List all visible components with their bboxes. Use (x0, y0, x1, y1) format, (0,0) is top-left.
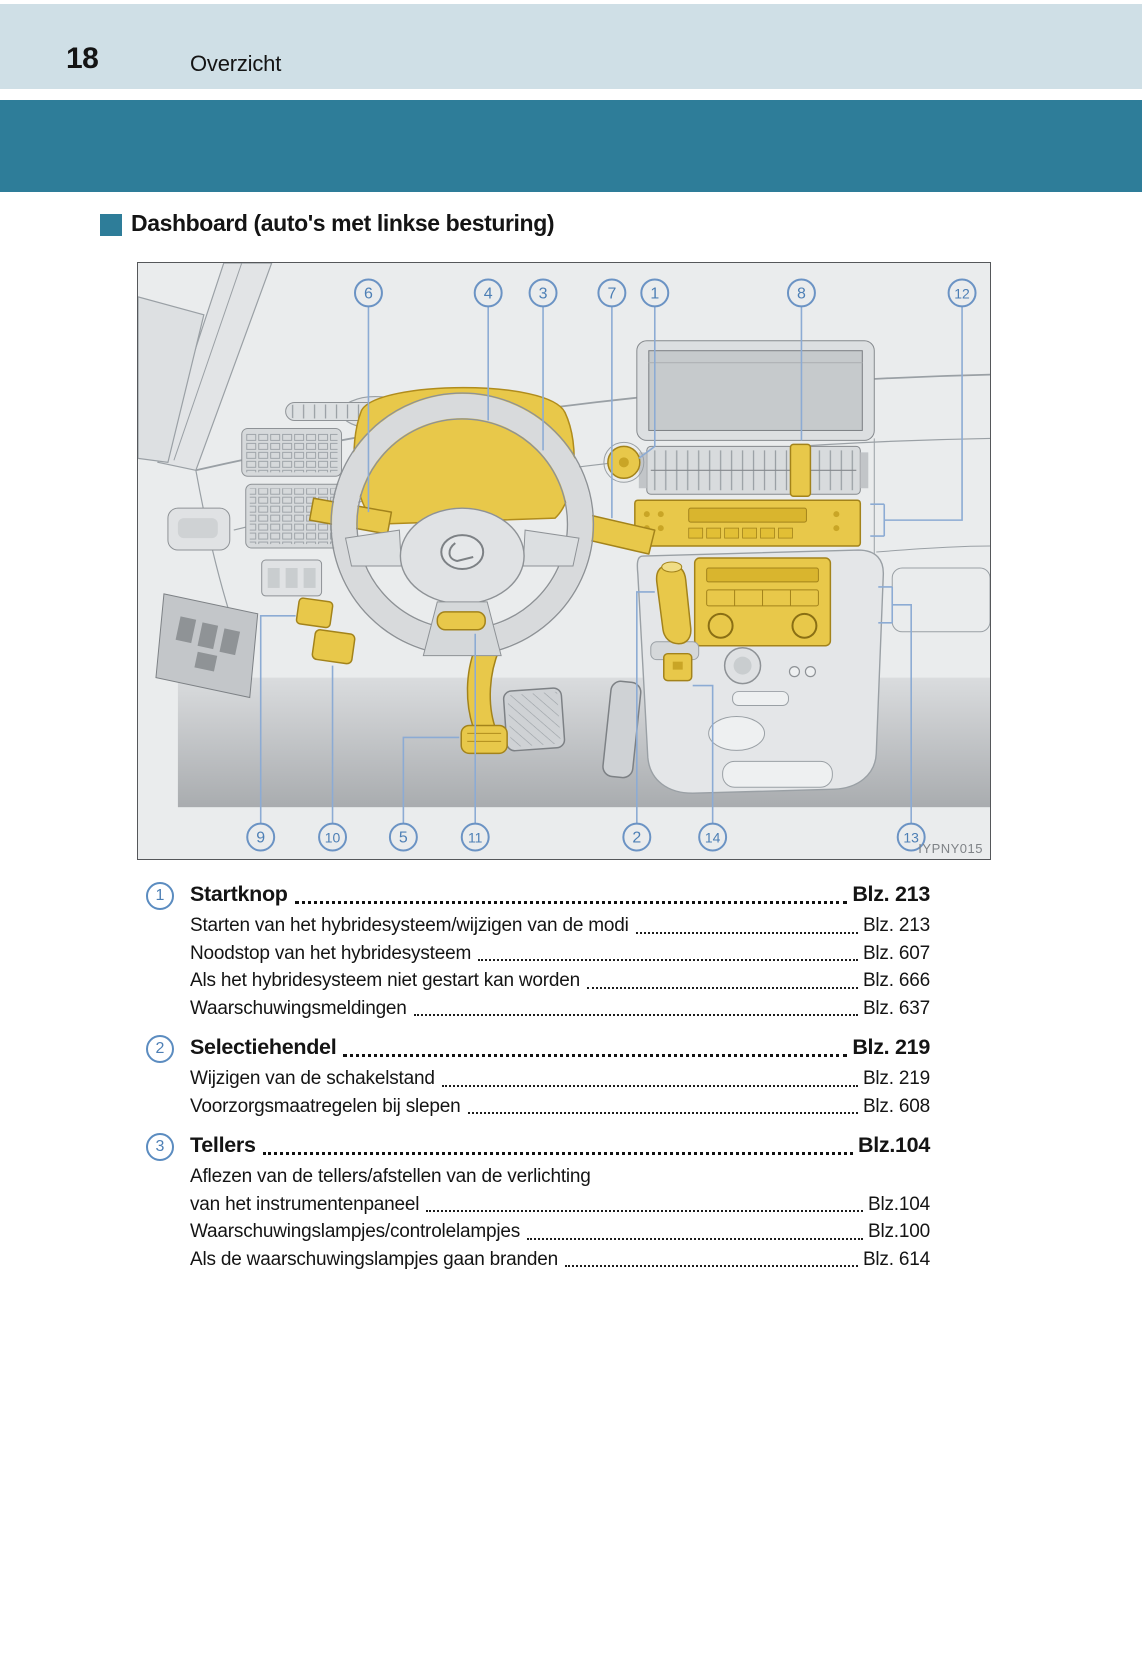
page-reference: Blz. 219 (852, 1035, 930, 1059)
figure-callout-8 (788, 279, 815, 306)
section-title: Dashboard (auto's met linkse besturing) (131, 210, 555, 236)
figure-callout-2 (623, 824, 650, 851)
figure-watermark: IYPNY015 (918, 841, 983, 856)
svg-text:6: 6 (364, 285, 373, 303)
svg-text:1: 1 (650, 285, 660, 303)
index-subentry (190, 1218, 930, 1246)
dotted-leader (468, 1112, 858, 1114)
figure-callout-10 (319, 824, 346, 851)
dashboard-figure (137, 262, 991, 860)
index-entry (155, 1032, 930, 1063)
index-group-startknop (155, 879, 930, 1022)
index-entry (155, 1130, 930, 1161)
subentry-text: Wijzigen van de schakelstand (190, 1068, 435, 1089)
subentry-text: Waarschuwingslampjes/controlelampjes (190, 1221, 521, 1242)
page-header-label: Overzicht (190, 51, 282, 76)
figure-callout-12 (949, 279, 976, 306)
page-reference: Blz. 213 (862, 915, 930, 936)
svg-text:3: 3 (538, 285, 548, 303)
svg-text:14: 14 (704, 829, 721, 846)
subentry-text: Starten van het hybridesysteem/wijzigen van de modi (190, 915, 629, 936)
dashboard-illustration (138, 263, 990, 859)
svg-text:8: 8 (797, 285, 806, 303)
page-reference: Blz. 219 (862, 1068, 930, 1089)
index-entry-title: Startknop (190, 882, 288, 906)
page-number: 18 (66, 42, 99, 75)
index-group-tellers (155, 1130, 930, 1273)
figure-callout-11 (462, 824, 489, 851)
figure-callout-4 (475, 279, 502, 306)
svg-text:13: 13 (903, 829, 919, 846)
index-subentry (190, 1191, 930, 1219)
subentry-text: Als de waarschuwingslampjes gaan branden (190, 1248, 559, 1270)
section-bullet-square (100, 214, 122, 236)
page-reference: Blz. 607 (862, 942, 930, 964)
subentry-text: Aflezen van de tellers/afstellen van de verlichting (190, 1166, 591, 1187)
dotted-leader (295, 901, 848, 904)
index-subentry (190, 1246, 930, 1274)
page-reference: Blz. 614 (862, 1248, 930, 1270)
svg-text:12: 12 (954, 285, 970, 302)
figure-callout-14 (699, 824, 726, 851)
subentry-text: Noodstop van het hybridesysteem (190, 942, 472, 964)
dotted-leader (636, 932, 858, 934)
svg-text:10: 10 (324, 829, 341, 846)
index-subentry (190, 1163, 930, 1191)
index-list (155, 879, 930, 1273)
figure-callout-6 (355, 279, 382, 306)
dotted-leader (343, 1054, 847, 1057)
page-reference: Blz.100 (868, 1221, 930, 1242)
index-subentry (190, 1065, 930, 1093)
svg-text:5: 5 (398, 829, 408, 847)
svg-text:2: 2 (632, 829, 642, 847)
svg-text:11: 11 (467, 829, 483, 846)
figure-callout-5 (390, 824, 417, 851)
dotted-leader (426, 1210, 863, 1212)
dotted-leader (263, 1152, 853, 1155)
dotted-leader (442, 1085, 858, 1087)
subentry-text: Voorzorgsmaatregelen bij slepen (190, 1095, 461, 1117)
index-subentry (190, 940, 930, 968)
page-reference: Blz.104 (868, 1193, 930, 1215)
svg-text:7: 7 (607, 285, 617, 303)
index-entry-title: Tellers (190, 1133, 256, 1157)
dotted-leader (414, 1014, 858, 1016)
index-subentry (190, 1093, 930, 1121)
index-subentry (190, 912, 930, 940)
page-reference: Blz. 637 (862, 997, 930, 1019)
header-band (0, 4, 1142, 89)
accent-band (0, 100, 1142, 192)
dotted-leader (587, 987, 858, 989)
figure-callout-3 (530, 279, 557, 306)
subentry-text: Waarschuwingsmeldingen (190, 997, 407, 1019)
page-reference: Blz. 666 (862, 970, 930, 991)
figure-callout-7 (598, 279, 625, 306)
figure-callout-1 (641, 279, 668, 306)
dotted-leader (565, 1265, 858, 1267)
dotted-leader (527, 1238, 863, 1240)
subentry-text: Als het hybridesysteem niet gestart kan worden (190, 970, 581, 991)
item-number-badge: 2 (146, 1035, 174, 1063)
item-number-badge: 3 (146, 1133, 174, 1161)
index-subentry (190, 967, 930, 995)
svg-text:9: 9 (256, 829, 266, 847)
page-reference: Blz.104 (858, 1133, 930, 1157)
index-group-selectiehendel (155, 1032, 930, 1120)
dotted-leader (478, 959, 858, 961)
subentry-text: van het instrumentenpaneel (190, 1193, 420, 1215)
item-number-badge: 1 (146, 882, 174, 910)
index-entry-title: Selectiehendel (190, 1035, 337, 1059)
page-reference: Blz. 213 (852, 882, 930, 906)
svg-text:4: 4 (483, 285, 493, 303)
figure-callout-9 (247, 824, 274, 851)
page-reference: Blz. 608 (862, 1095, 930, 1117)
index-entry (155, 879, 930, 910)
index-subentry (190, 995, 930, 1023)
